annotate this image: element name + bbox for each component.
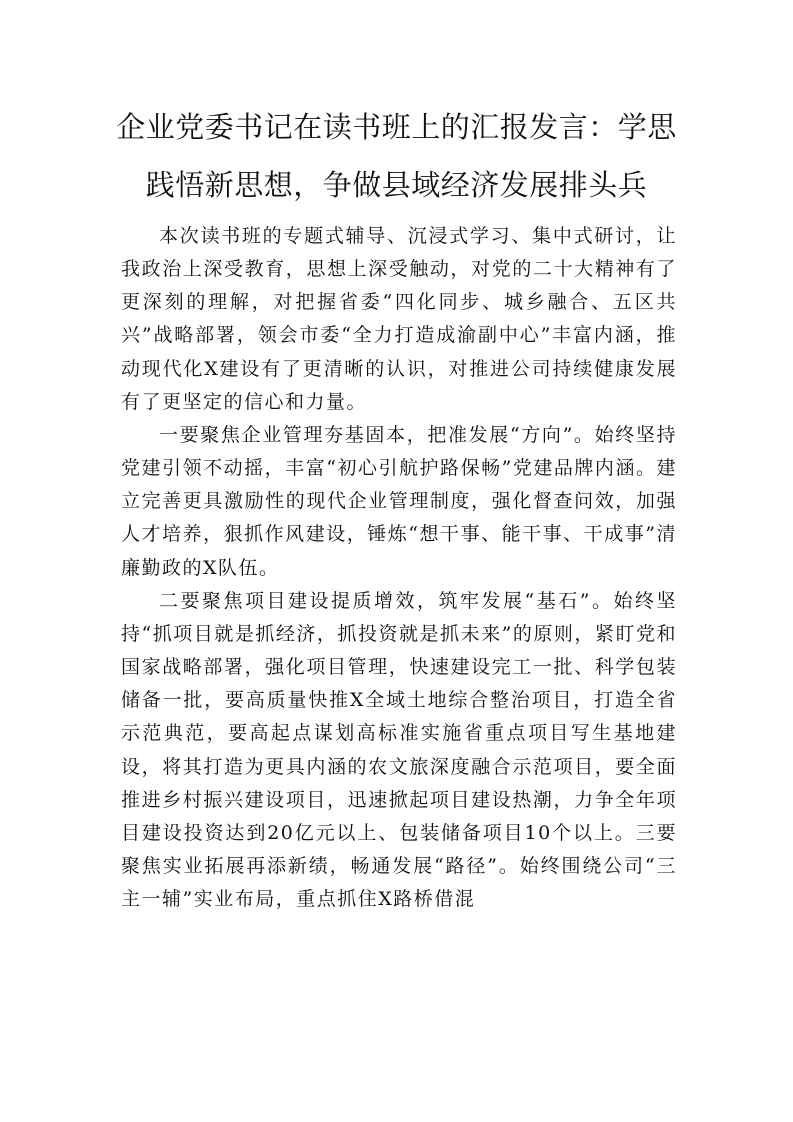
document-title-line-2: 践悟新思想，争做县域经济发展排头兵: [145, 168, 648, 202]
paragraph-point-one: 一要聚焦企业管理夯基固本，把准发展“方向”。始终坚持党建引领不动摇，丰富“初心引航护路保畅”党建品牌内涵。建立完善更具激励性的现代企业管理制度，强化督查问效，加强人才培养，狠抓作风建设，锤炼“想干事、能干事、干成事”清廉勤政的X队伍。: [121, 423, 677, 579]
document-title-line-1: 企业党委书记在读书班上的汇报发言：学思: [116, 110, 677, 144]
document-body: [121, 220, 677, 916]
paragraph-point-two-three: 二要聚焦项目建设提质增效，筑牢发展“基石”。始终坚持“抓项目就是抓经济，抓投资就是抓未来”的原则，紧盯党和国家战略部署，强化项目管理，快速建设完工一批、科学包装储备一批，要高质量快推X全域土地综合整治项目，打造全省示范典范，要高起点谋划高标准实施省重点项目写生基地建设，将其打造为更具内涵的农文旅深度融合示范项目，要全面推进乡村振兴建设项目，迅速掀起项目建设热潮，力争全年项目建设投资达到20亿元以上、包装储备项目10个以上。三要聚焦实业拓展再添新绩，畅通发展“路径”。始终围绕公司“三主一辅”实业布局，重点抓住X路桥借混: [121, 589, 677, 911]
paragraph-intro: 本次读书班的专题式辅导、沉浸式学习、集中式研讨，让我政治上深受教育，思想上深受触动，对党的二十大精神有了更深刻的理解，对把握省委“四化同步、城乡融合、五区共兴”战略部署，领会市委“全力打造成渝副中心”丰富内涵，推动现代化X建设有了更清晰的认识，对推进公司持续健康发展有了更坚定的信心和力量。: [121, 225, 677, 413]
